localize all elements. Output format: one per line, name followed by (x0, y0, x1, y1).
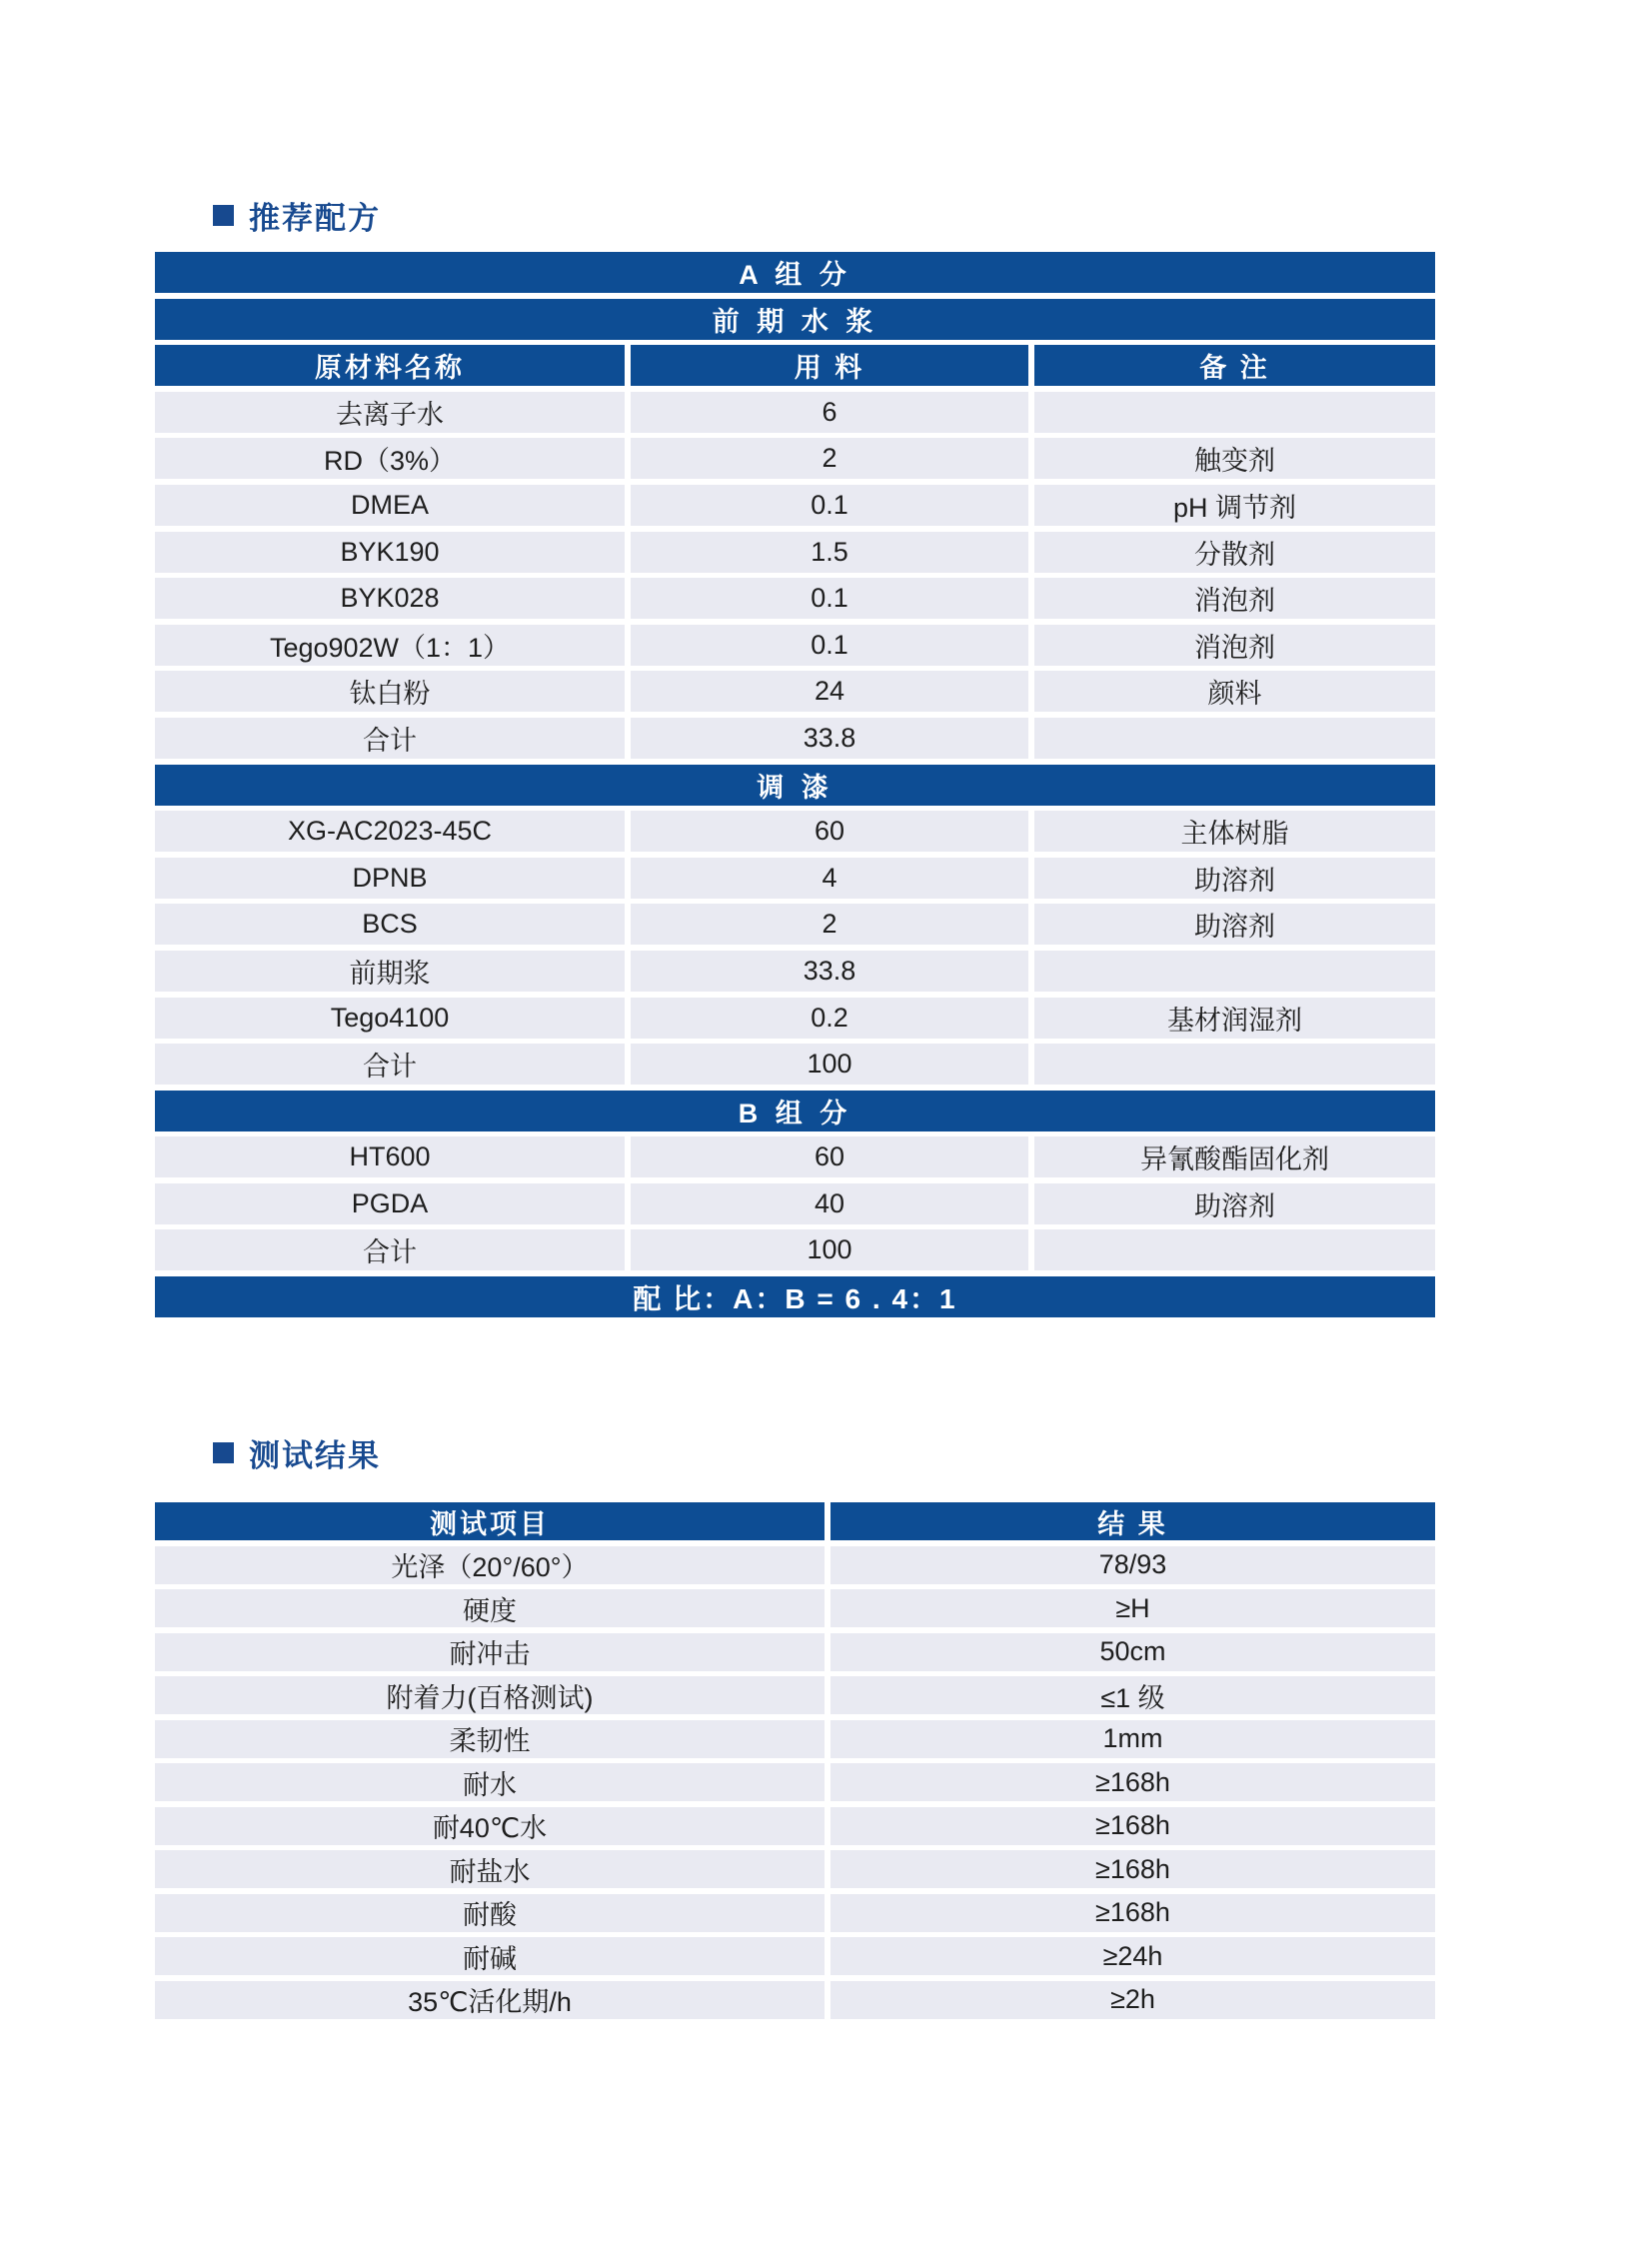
table-row (155, 1807, 1435, 1845)
table-row (155, 718, 1435, 759)
table-cell: 耐40℃水 (155, 1807, 825, 1845)
table-cell: 分散剂 (1034, 532, 1435, 573)
table-row (155, 1894, 1435, 1932)
table-cell (1034, 718, 1435, 759)
table-cell: DMEA (155, 485, 625, 526)
table-cell: 硬度 (155, 1589, 825, 1627)
table-cell: ≥168h (830, 1763, 1435, 1801)
section-title-results: 测试结果 (249, 1437, 381, 1473)
table-cell: 耐碱 (155, 1937, 825, 1975)
table-cell: ≥168h (830, 1807, 1435, 1845)
table-cell (1034, 1044, 1435, 1085)
table-cell: 2 (631, 438, 1028, 479)
table-cell: 主体树脂 (1034, 811, 1435, 852)
table-cell: 助溶剂 (1034, 904, 1435, 945)
table-cell: 33.8 (631, 951, 1028, 992)
table-cell: 1.5 (631, 532, 1028, 573)
table-row (155, 858, 1435, 899)
table-cell: 合计 (155, 1229, 625, 1270)
square-bullet-icon (213, 1442, 234, 1463)
table-cell (1034, 1229, 1435, 1270)
table-row (155, 1546, 1435, 1584)
table-cell: 助溶剂 (1034, 1183, 1435, 1224)
table-cell: Tego902W（1：1） (155, 625, 625, 666)
table-cell: 78/93 (830, 1546, 1435, 1584)
column-header-material: 原材料名称 (155, 345, 625, 386)
table-row (155, 904, 1435, 945)
table-cell: ≤1 级 (830, 1676, 1435, 1714)
table-cell: 35℃活化期/h (155, 1981, 825, 2019)
table-row (155, 532, 1435, 573)
table-row (155, 811, 1435, 852)
column-header-amount: 用 料 (631, 345, 1028, 386)
table-cell: 100 (631, 1044, 1028, 1085)
table-cell: pH 调节剂 (1034, 485, 1435, 526)
table-cell: 0.1 (631, 578, 1028, 619)
table-cell: 耐盐水 (155, 1850, 825, 1888)
pre-slurry-header-row: 前 期 水 浆 (155, 299, 1435, 340)
table-cell: 钛白粉 (155, 671, 625, 712)
table-cell: 颜料 (1034, 671, 1435, 712)
table-row (155, 1763, 1435, 1801)
table-cell: 0.1 (631, 485, 1028, 526)
table-cell: Tego4100 (155, 998, 625, 1039)
table-cell: 耐水 (155, 1763, 825, 1801)
section-heading-formula (213, 196, 381, 234)
table-cell: RD（3%） (155, 438, 625, 479)
table-cell: 33.8 (631, 718, 1028, 759)
table-cell: ≥168h (830, 1894, 1435, 1932)
table-row (155, 438, 1435, 479)
table-cell: 6 (631, 392, 1028, 433)
table-row (155, 1850, 1435, 1888)
table-cell: 触变剂 (1034, 438, 1435, 479)
column-header-test-item: 测试项目 (155, 1502, 825, 1540)
group-a-header-row: A 组 分 (155, 252, 1435, 293)
table-cell (1034, 392, 1435, 433)
table-cell: 1mm (830, 1720, 1435, 1758)
table-cell (1034, 951, 1435, 992)
formula-table (155, 252, 1435, 1323)
table-cell: 去离子水 (155, 392, 625, 433)
table-cell: 消泡剂 (1034, 578, 1435, 619)
group-b-header-row: B 组 分 (155, 1091, 1435, 1131)
table-cell: 消泡剂 (1034, 625, 1435, 666)
table-cell: 基材润湿剂 (1034, 998, 1435, 1039)
ratio-footer-row: 配 比：A：B = 6 . 4：1 (155, 1276, 1435, 1317)
table-row (155, 485, 1435, 526)
table-cell: HT600 (155, 1136, 625, 1177)
table-row (155, 1229, 1435, 1270)
table-cell: DPNB (155, 858, 625, 899)
table-row (155, 951, 1435, 992)
table-cell: 柔韧性 (155, 1720, 825, 1758)
table-row (155, 578, 1435, 619)
table-row (155, 998, 1435, 1039)
table-row (155, 392, 1435, 433)
column-header-result: 结 果 (830, 1502, 1435, 1540)
table-cell: 4 (631, 858, 1028, 899)
table-cell: 0.1 (631, 625, 1028, 666)
table-row (155, 1136, 1435, 1177)
table-cell: 前期浆 (155, 951, 625, 992)
table-row (155, 1720, 1435, 1758)
column-header-remark: 备 注 (1034, 345, 1435, 386)
table-row (155, 1044, 1435, 1085)
results-table (155, 1502, 1435, 2024)
table-cell: BYK190 (155, 532, 625, 573)
section-title-formula: 推荐配方 (249, 200, 381, 236)
table-cell: 异氰酸酯固化剂 (1034, 1136, 1435, 1177)
table-cell: 合计 (155, 1044, 625, 1085)
table-cell: 助溶剂 (1034, 858, 1435, 899)
table-cell: PGDA (155, 1183, 625, 1224)
table-cell: 耐酸 (155, 1894, 825, 1932)
table-row (155, 1589, 1435, 1627)
square-bullet-icon (213, 205, 234, 226)
table-cell: ≥2h (830, 1981, 1435, 2019)
table-cell: 24 (631, 671, 1028, 712)
table-cell: ≥H (830, 1589, 1435, 1627)
table-cell: XG-AC2023-45C (155, 811, 625, 852)
table-cell: 40 (631, 1183, 1028, 1224)
table-row (155, 671, 1435, 712)
mix-header-row: 调 漆 (155, 765, 1435, 806)
table-row (155, 1937, 1435, 1975)
table-cell: 60 (631, 811, 1028, 852)
table-cell: 0.2 (631, 998, 1028, 1039)
table-cell: 光泽（20°/60°） (155, 1546, 825, 1584)
section-heading-results (213, 1433, 381, 1471)
column-header-row (155, 1502, 1435, 1540)
table-row (155, 1676, 1435, 1714)
table-cell: BYK028 (155, 578, 625, 619)
table-cell: 耐冲击 (155, 1633, 825, 1671)
table-row (155, 1981, 1435, 2019)
table-cell: BCS (155, 904, 625, 945)
table-cell: 100 (631, 1229, 1028, 1270)
table-row (155, 625, 1435, 666)
table-cell: ≥24h (830, 1937, 1435, 1975)
table-cell: 合计 (155, 718, 625, 759)
table-cell: ≥168h (830, 1850, 1435, 1888)
table-cell: 50cm (830, 1633, 1435, 1671)
table-row (155, 1183, 1435, 1224)
column-header-row (155, 345, 1435, 386)
table-cell: 2 (631, 904, 1028, 945)
table-row (155, 1633, 1435, 1671)
table-cell: 附着力(百格测试) (155, 1676, 825, 1714)
table-cell: 60 (631, 1136, 1028, 1177)
